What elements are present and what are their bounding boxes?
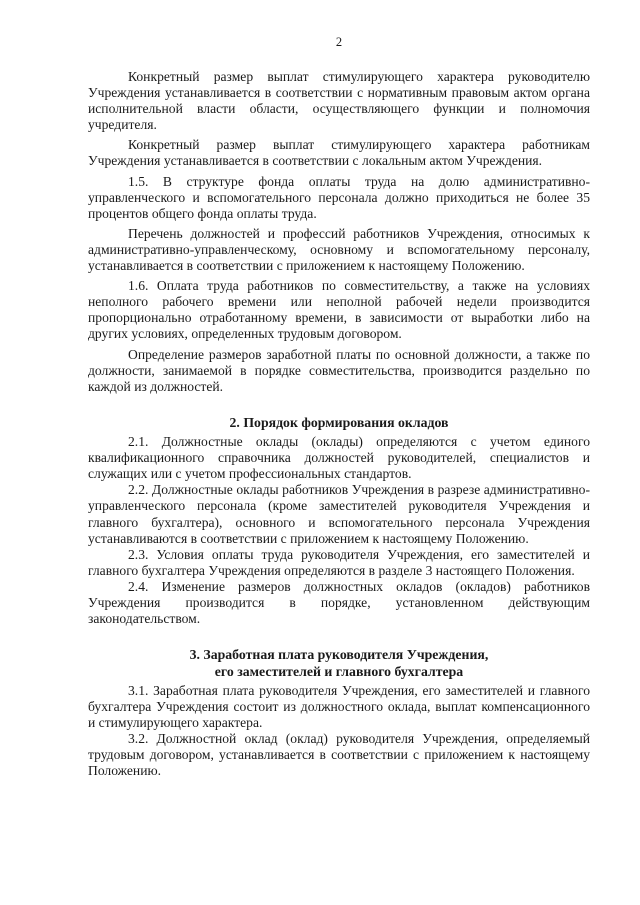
paragraph-stimulus-head: Конкретный размер выплат стимулирующего характера руководителю Учреждения устанавливается в соответствии с нормативным правовым актом органа исполнительной власти области, осуществляющего функции и полномочия учредителя. xyxy=(88,69,590,133)
paragraph-3-1: 3.1. Заработная плата руководителя Учреждения, его заместителей и главного бухгалтера Учреждения состоит из должностного оклада, выплат компенсационного и стимулирующего характера. xyxy=(88,682,590,730)
paragraph-staff-list: Перечень должностей и профессий работников Учреждения, относимых к административно-управленческому, основному и вспомогательному персоналу, устанавливается в соответствии с приложением к настоящему Положению. xyxy=(88,225,590,274)
section-3-heading-line2: его заместителей и главного бухгалтера xyxy=(214,663,464,679)
paragraph-2-2: 2.2. Должностные оклады работников Учреждения в разрезе административно-управленческого персонала (кроме заместителей руководителя Учреждения и главного бухгалтера), основного и вспомогательного персонала Учреждения устанавливаются в соответствии с приложением к настоящему Положению. xyxy=(88,482,590,546)
section-3-body xyxy=(88,683,590,780)
section-2-body xyxy=(88,434,590,627)
paragraph-2-4: 2.4. Изменение размеров должностных окладов (окладов) работников Учреждения производится в порядке, установленном действующим законодательством. xyxy=(88,578,590,627)
paragraph-2-1: 2.1. Должностные оклады (оклады) определяются с учетом единого квалификационного справочника должностей руководителей, специалистов и служащих или с учетом профессиональных стандартов. xyxy=(88,434,590,482)
paragraph-1-6: 1.6. Оплата труда работников по совместительству, а также на условиях неполного рабочего времени или неполной рабочей недели производится пропорционально отработанному времени, в зависимости от выработки либо на других условиях, определенных трудовым договором. xyxy=(88,278,590,342)
intro-section xyxy=(88,69,590,395)
page-number: 2 xyxy=(335,35,343,49)
paragraph-1-5: 1.5. В структуре фонда оплаты труда на долю административно-управленческого и вспомогательного персонала должно приходиться не более 35 процентов общего фонда оплаты труда. xyxy=(88,173,590,221)
paragraph-stimulus-staff: Конкретный размер выплат стимулирующего характера работникам Учреждения устанавливается в соответствии с локальным актом Учреждения. xyxy=(88,137,590,169)
paragraph-2-3: 2.3. Условия оплаты труда руководителя Учреждения, его заместителей и главного бухгалтера Учреждения определяются в разделе 3 настоящего Положения. xyxy=(88,546,590,578)
section-3-heading xyxy=(88,647,590,680)
paragraph-3-2: 3.2. Должностной оклад (оклад) руководителя Учреждения, определяемый трудовым договором, устанавливается в соответствии с приложением к настоящему Положению. xyxy=(88,731,590,779)
section-2-heading: 2. Порядок формирования окладов xyxy=(229,414,449,430)
section-3-heading-line1: 3. Заработная плата руководителя Учреждения, xyxy=(189,647,489,663)
paragraph-main-position: Определение размеров заработной платы по основной должности, а также по должности, занимаемой в порядке совместительства, производится раздельно по каждой из должностей. xyxy=(88,346,590,394)
